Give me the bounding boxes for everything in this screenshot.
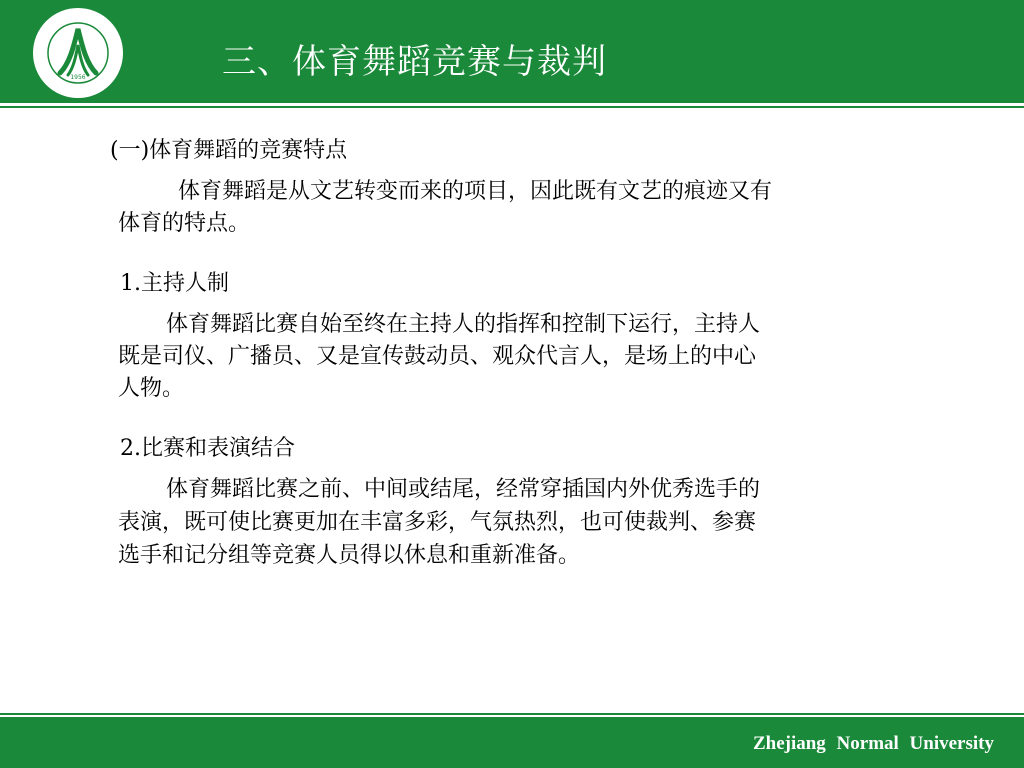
svg-text:1956: 1956 (70, 74, 86, 81)
header-divider-accent (0, 106, 1024, 108)
university-logo (30, 5, 126, 101)
point-1-line-1: 体育舞蹈比赛自始至终在主持人的指挥和控制下运行，主持人 (166, 312, 761, 337)
point-1-heading: 1.主持人制 (120, 271, 229, 296)
header-bar (0, 0, 1024, 103)
intro-line-1: 体育舞蹈是从文艺转变而来的项目，因此既有文艺的痕迹又有 (178, 179, 773, 204)
footer-university-name: Zhejiang Normal University (752, 733, 994, 754)
section-heading: (一)体育舞蹈的竞赛特点 (110, 138, 348, 163)
footer-divider (0, 713, 1024, 715)
point-2-line-3: 选手和记分组等竞赛人员得以休息和重新准备。 (118, 543, 581, 568)
page-title: 三、体育舞蹈竞赛与裁判 (222, 42, 607, 82)
point-1-line-3: 人物。 (118, 376, 185, 401)
point-2-line-2: 表演，既可使比赛更加在丰富多彩，气氛热烈，也可使裁判、参赛 (118, 510, 757, 535)
footer-bar (0, 717, 1024, 768)
point-2-heading: 2.比赛和表演结合 (120, 436, 295, 461)
point-1-line-2: 既是司仪、广播员、又是宣传鼓动员、观众代言人，是场上的中心 (118, 344, 757, 369)
point-2-line-1: 体育舞蹈比赛之前、中间或结尾，经常穿插国内外优秀选手的 (166, 477, 761, 502)
intro-line-2: 体育的特点。 (118, 211, 251, 236)
